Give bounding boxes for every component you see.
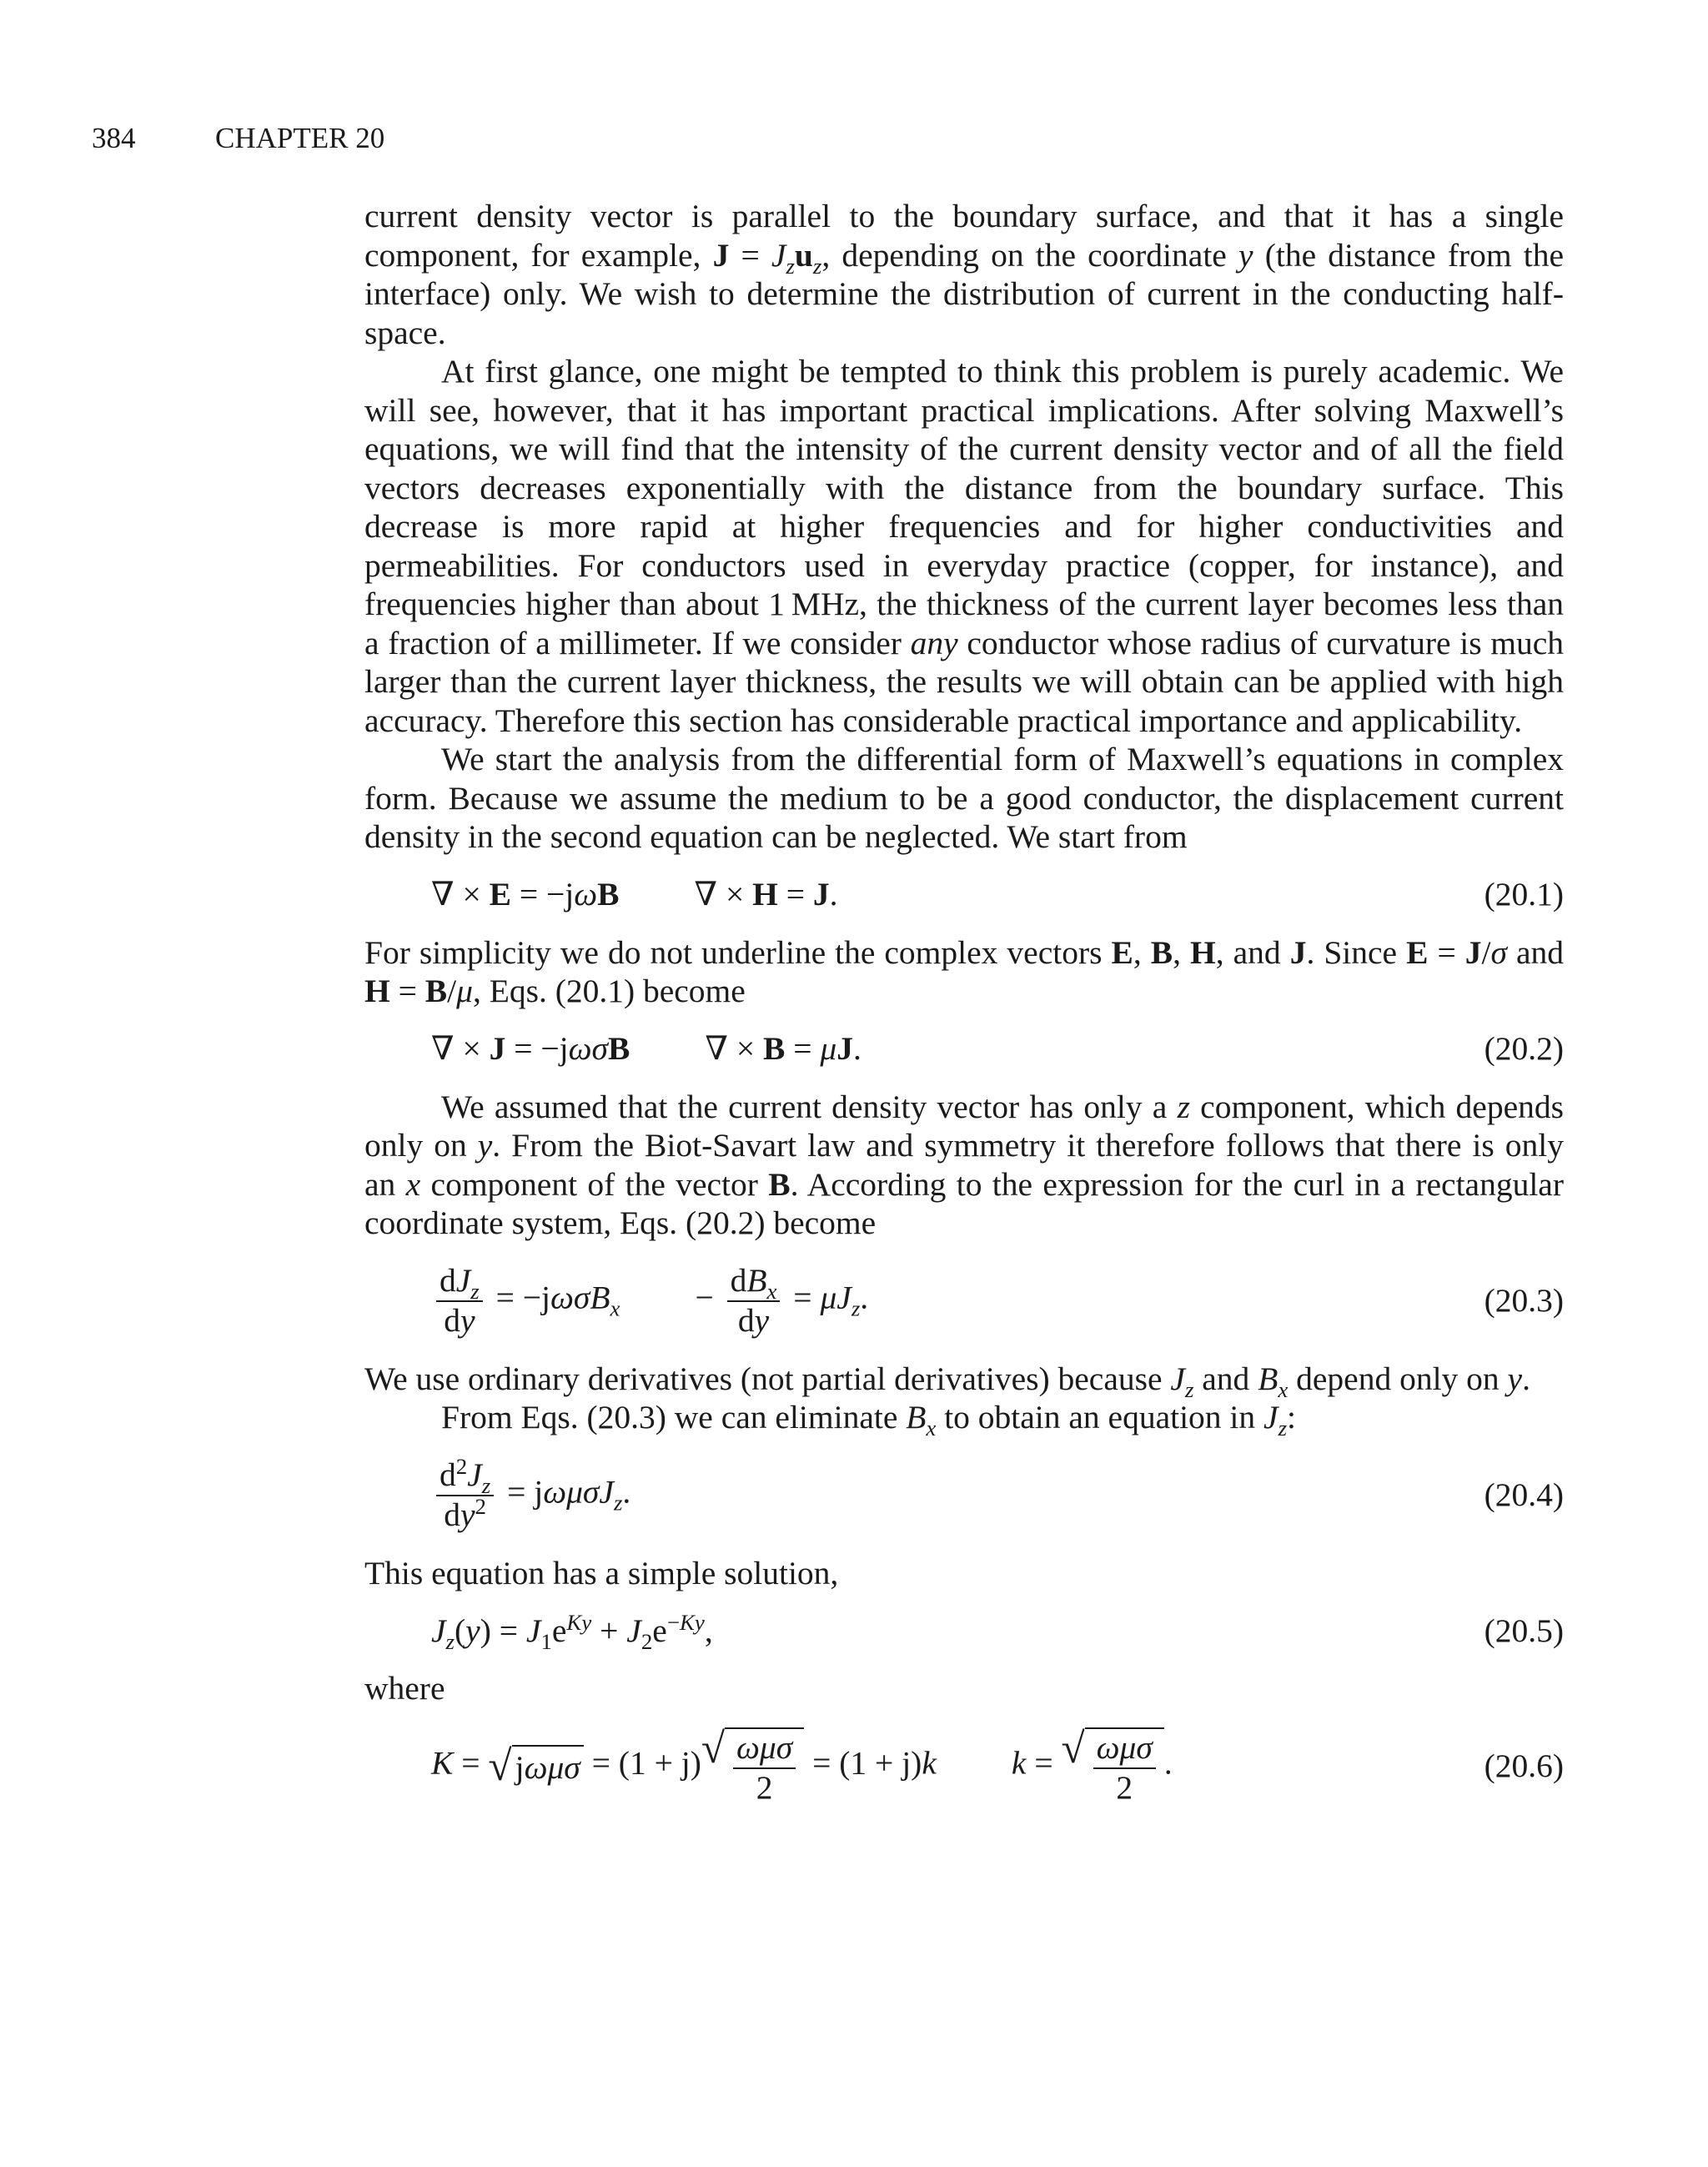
page-body <box>364 197 1564 1825</box>
equation-body: ∇ × E = −jωB ∇ × H = J. <box>431 876 838 913</box>
paragraph-6: We use ordinary derivatives (not partial derivatives) because $J_z$ and $B_x$ depend only on y. <box>364 1360 1530 1402</box>
paragraph-1: current density vector is parallel to the boundary surface, and that it has a single component, for example, $J = J_zu_z$, depending on the coordinate y (the distance from the interface) only. We wish to determine the distribution of current in the conducting half-space. <box>364 198 1565 351</box>
equation-20-5 <box>364 1592 1564 1669</box>
equation-body: $\frac{d^2J_z}{dy^2}$ = jωμσJ$_z$. <box>431 1458 630 1532</box>
equation-number: (20.3) <box>1484 1282 1564 1320</box>
paragraph-7: From Eqs. (20.3) we can eliminate $B_x$ to obtain an equation in $J_z$: <box>441 1399 1297 1440</box>
paragraph-5: We assumed that the current density vector has only a z component, which depends only on y. From the Biot-Savart law and symmetry it therefore follows that there is only an x component of the vector B. According to the expression for the curl in a rectangular coordinate system, Eqs. (20.2) become <box>364 1088 1564 1241</box>
equation-number: (20.4) <box>1484 1476 1564 1514</box>
equation-body: K = √ j ωμσ = (1 + j) √ $\frac{\text{ωμσ}}{2}$ = (1 + j)k k = √ $\frac{\text{ωμσ}}{2}$ . <box>431 1725 1173 1806</box>
equation-number: (20.6) <box>1484 1747 1564 1785</box>
page-number: 384 <box>92 122 136 154</box>
chapter-title: CHAPTER 20 <box>215 122 385 154</box>
equation-number: (20.1) <box>1484 876 1564 913</box>
equation-body: ∇ × J = −jωσB ∇ × B = μJ. <box>431 1030 862 1068</box>
equation-20-6 <box>364 1708 1564 1825</box>
paragraph-8: This equation has a simple solution, <box>364 1554 839 1591</box>
equation-20-3 <box>364 1243 1564 1360</box>
equation-20-4 <box>364 1437 1564 1554</box>
equation-body: $\frac{dJ_z}{dy}$ = −jωσB$_x$ − $\frac{dB_x}{dy}$ = $\mu J_z$. <box>431 1264 868 1338</box>
equation-20-1 <box>364 857 1564 933</box>
paragraph-9: where <box>364 1670 445 1707</box>
paragraph-4: For simplicity we do not underline the complex vectors E, B, H, and J. Since E = J/σ and H = B/μ, Eqs. (20.1) become <box>364 933 1565 1009</box>
running-header <box>92 122 384 155</box>
paragraph-2: At first glance, one might be tempted to think this problem is purely academic. We will see, however, that it has important practical implications. After solving Maxwell’s equations, we will find that the intensity of the current density vector and of all the field vectors decreases exponentially with the distance from the boundary surface. This decrease is more rapid at higher frequencies and for higher conductivities and permeabilities. For conductors used in everyday practice (copper, for instance), and frequencies higher than about 1 MHz, the thickness of the current layer becomes less than a fraction of a millimeter. If we consider any conductor whose radius of curvature is much larger than the current layer thickness, the results we will obtain can be applied with high accuracy. Therefore this section has considerable practical importance and applicability. <box>364 353 1565 739</box>
equation-20-2 <box>364 1011 1564 1088</box>
equation-body: $J_z(y) = J_1e^{Ky} + J_2e^{-Ky}$, <box>431 1609 713 1654</box>
equation-number: (20.5) <box>1484 1611 1564 1649</box>
paragraph-3: We start the analysis from the differential form of Maxwell’s equations in complex form. Because we assume the medium to be a good conductor, the displacement current density in the second equation can be neglected. We start from <box>364 741 1564 855</box>
equation-number: (20.2) <box>1484 1030 1564 1068</box>
